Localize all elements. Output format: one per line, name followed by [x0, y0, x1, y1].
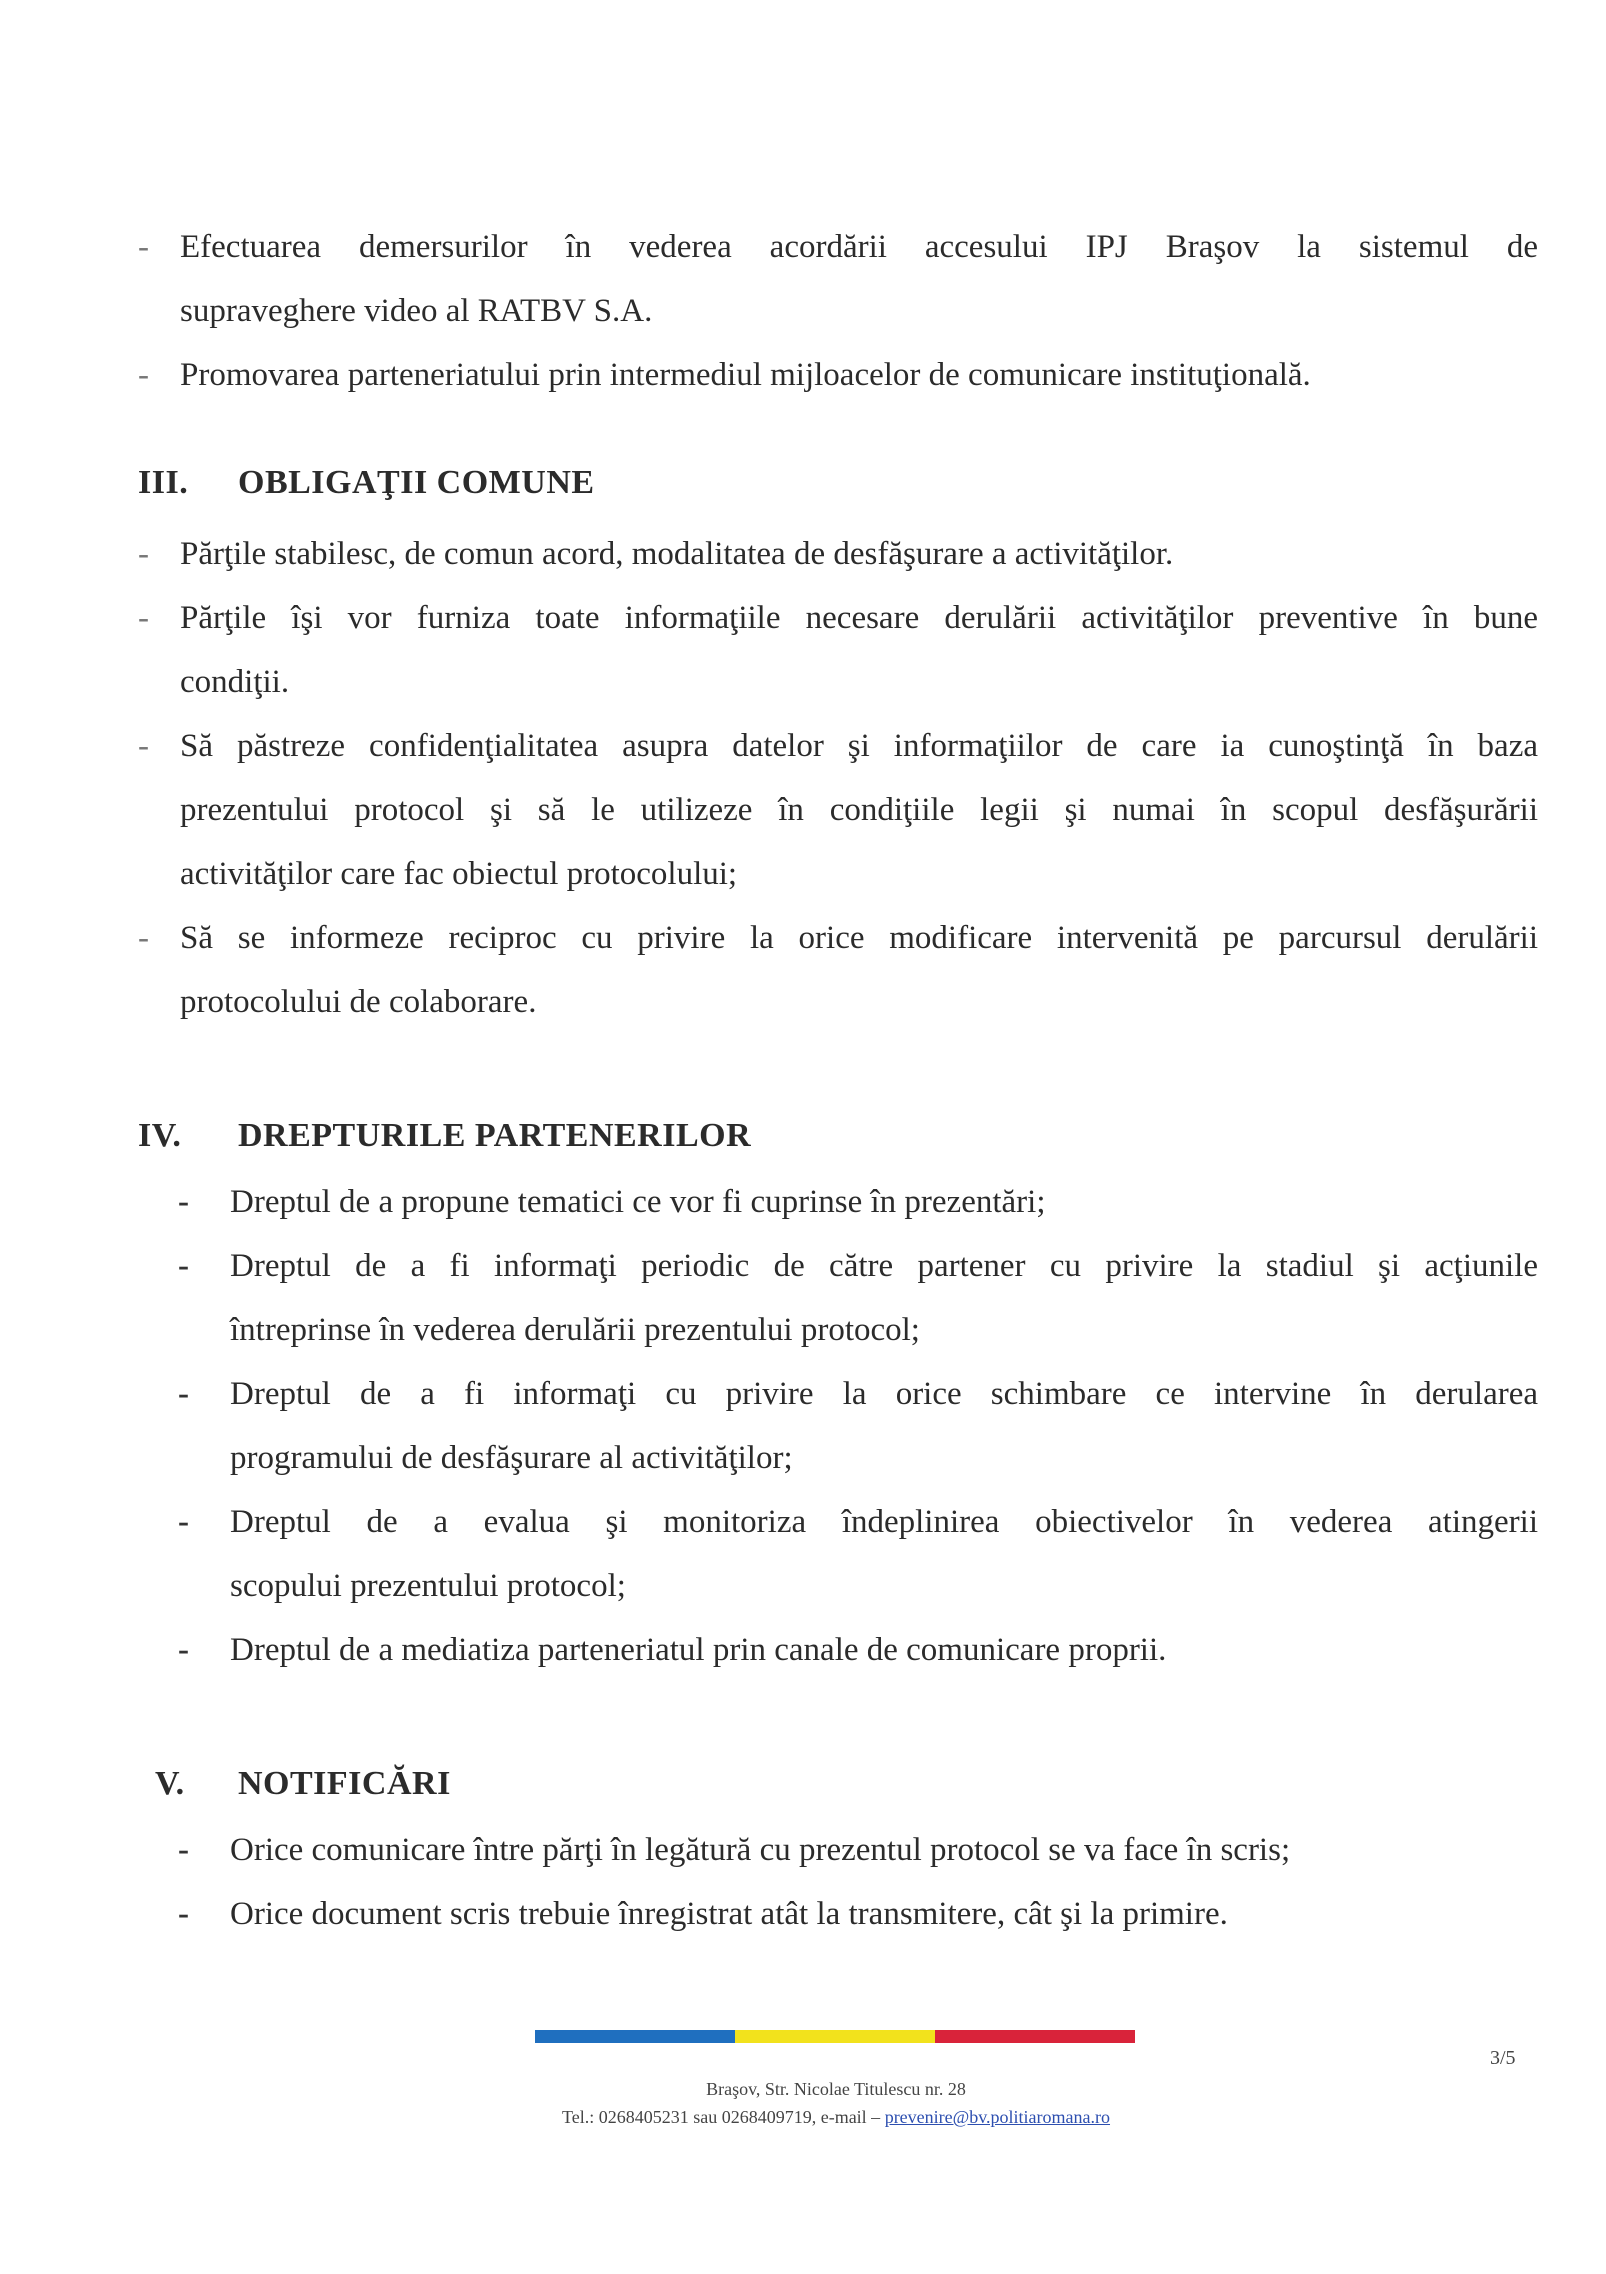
bullet-dash: - [138, 920, 149, 956]
list-item-text: protocolului de colaborare. [180, 984, 537, 1020]
footer-phone: Tel.: 0268405231 sau 0268409719, e-mail – [561, 2107, 885, 2127]
list-item [138, 522, 1538, 586]
bullet-dash: - [178, 1504, 189, 1540]
list-item-continuation [138, 970, 1538, 1034]
list-item-text: Dreptul de a fi informaţi cu privire la orice schimbare ce intervine în derularea [230, 1376, 1538, 1412]
list-item-text: Dreptul de a evalua şi monitoriza îndeplinirea obiectivelor în vederea atingerii [230, 1504, 1538, 1540]
bullet-dash: - [138, 600, 149, 636]
footer [430, 2075, 1242, 2131]
list-item [138, 586, 1538, 650]
obligations-list [138, 522, 1538, 1034]
list-item-text: activităţilor care fac obiectul protocolului; [180, 856, 738, 892]
list-item [178, 1882, 1538, 1946]
section-number: III. [138, 464, 189, 501]
list-item-text: Orice document scris trebuie înregistrat atât la transmitere, cât şi la primire. [230, 1896, 1228, 1932]
list-item-text: supraveghere video al RATBV S.A. [180, 293, 653, 329]
bullet-dash: - [178, 1184, 189, 1220]
list-item [178, 1818, 1538, 1882]
footer-address: Braşov, Str. Nicolae Titulescu nr. 28 [706, 2079, 966, 2099]
list-item [178, 1362, 1538, 1426]
list-item-continuation [138, 650, 1538, 714]
bullet-dash: - [138, 536, 149, 572]
list-item-text: Orice comunicare între părţi în legătură cu prezentul protocol se va face în scris; [230, 1832, 1291, 1868]
list-item-text: scopului prezentului protocol; [230, 1568, 626, 1604]
flag-yellow-stripe [735, 2030, 935, 2043]
list-item [178, 1490, 1538, 1554]
bullet-dash: - [138, 229, 149, 265]
list-item [138, 215, 1538, 279]
flag-color-bar [535, 2030, 1135, 2043]
section-number: V. [155, 1765, 185, 1802]
list-item-text: Dreptul de a propune tematici ce vor fi cuprinse în prezentări; [230, 1184, 1046, 1220]
flag-red-stripe [935, 2030, 1135, 2043]
list-item [138, 906, 1538, 970]
bullet-dash: - [178, 1896, 189, 1932]
footer-email-link[interactable]: prevenire@bv.politiaromana.ro [884, 2107, 1111, 2127]
list-item-text: Părţile stabilesc, de comun acord, modalitatea de desfăşurare a activităţilor. [180, 536, 1174, 572]
list-item-continuation [138, 778, 1538, 842]
section-title: DREPTURILE PARTENERILOR [238, 1117, 752, 1154]
list-item-continuation [138, 279, 1538, 343]
list-item-text: Să păstreze confidenţialitatea asupra datelor şi informaţiilor de care ia cunoştinţă în baza [180, 728, 1538, 764]
rights-list [178, 1170, 1538, 1682]
list-item-text: condiţii. [180, 664, 290, 700]
page-number: 3/5 [1490, 2047, 1516, 2069]
list-item [138, 714, 1538, 778]
bullet-dash: - [178, 1832, 189, 1868]
list-item-continuation [178, 1426, 1538, 1490]
section-title: NOTIFICĂRI [238, 1765, 451, 1802]
list-item [138, 343, 1538, 407]
bullet-dash: - [178, 1376, 189, 1412]
notifications-list [178, 1818, 1538, 1946]
list-item-continuation [178, 1554, 1538, 1618]
list-item-text: Efectuarea demersurilor în vederea acordării accesului IPJ Braşov la sistemul de [180, 229, 1538, 265]
list-item [178, 1234, 1538, 1298]
list-item [178, 1170, 1538, 1234]
section-number: IV. [138, 1117, 182, 1154]
section-title: OBLIGAŢII COMUNE [238, 464, 595, 501]
bullet-dash: - [138, 357, 149, 393]
list-item-text: Părţile îşi vor furniza toate informaţiile necesare derulării activităţilor preventive în bune [180, 600, 1538, 636]
list-item-text: Dreptul de a mediatiza parteneriatul prin canale de comunicare proprii. [230, 1632, 1167, 1668]
list-item-text: Promovarea parteneriatului prin intermediul mijloacelor de comunicare instituţională. [180, 357, 1311, 393]
list-item-text: întreprinse în vederea derulării prezentului protocol; [230, 1312, 920, 1348]
footer-contact [430, 2103, 1242, 2131]
list-item-text: programului de desfăşurare al activităţilor; [230, 1440, 793, 1476]
list-item-text: Dreptul de a fi informaţi periodic de către partener cu privire la stadiul şi acţiunile [230, 1248, 1538, 1284]
list-item-text: prezentului protocol şi să le utilizeze în condiţiile legii şi numai în scopul desfăşurării [180, 792, 1538, 828]
list-item-continuation [178, 1298, 1538, 1362]
bullet-dash: - [138, 728, 149, 764]
flag-blue-stripe [535, 2030, 735, 2043]
list-item [178, 1618, 1538, 1682]
bullet-dash: - [178, 1632, 189, 1668]
previous-section-list [138, 215, 1538, 407]
list-item-continuation [138, 842, 1538, 906]
list-item-text: Să se informeze reciproc cu privire la orice modificare intervenită pe parcursul derulării [180, 920, 1538, 956]
bullet-dash: - [178, 1248, 189, 1284]
